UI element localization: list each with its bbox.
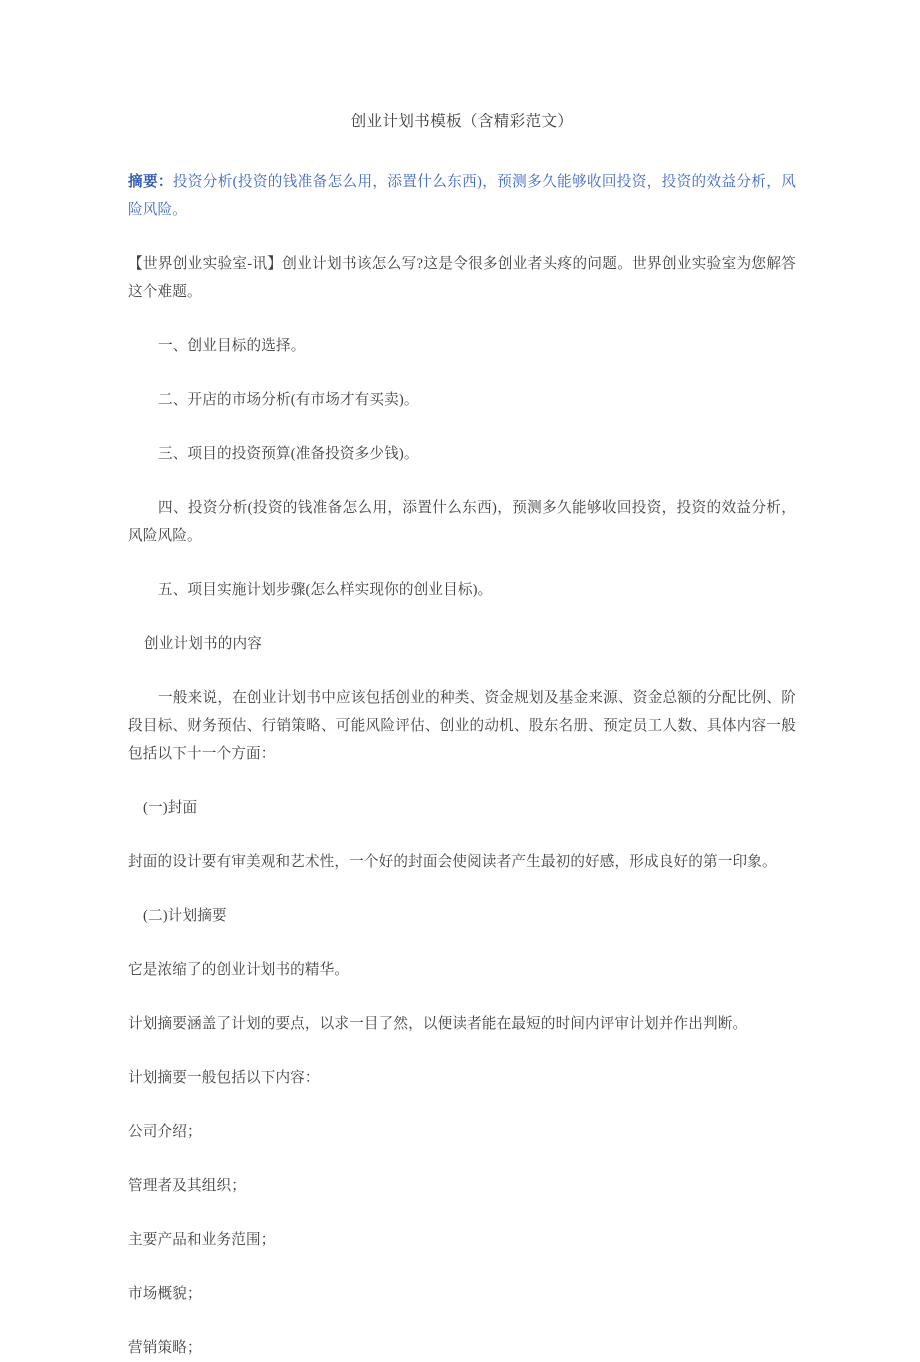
cover-description-paragraph: 封面的设计要有审美观和艺术性，一个好的封面会使阅读者产生最初的好感，形成良好的第一印象。 xyxy=(128,854,777,870)
summary-item-products: 主要产品和业务范围； xyxy=(128,1232,276,1248)
plan-summary-paragraph-1: 它是浓缩了的创业计划书的精华。 xyxy=(128,962,350,978)
summary-item-management: 管理者及其组织； xyxy=(128,1178,246,1194)
abstract-text: 投资分析(投资的钱准备怎么用，添置什么东西)，预测多久能够收回投资，投资的效益分析，风险风险。 xyxy=(128,174,796,218)
plan-summary-paragraph-3: 计划摘要一般包括以下内容： xyxy=(128,1070,320,1086)
page-title: 创业计划书模板（含精彩范文） xyxy=(350,113,574,130)
abstract-label: 摘要： xyxy=(128,174,173,190)
sub-heading-cover: (一)封面 xyxy=(143,800,198,816)
numbered-item-3: 三、项目的投资预算(准备投资多少钱)。 xyxy=(158,446,419,462)
lead-paragraph: 【世界创业实验室-讯】创业计划书该怎么写?这是令很多创业者头疼的问题。世界创业实验室为您解答这个难题。 xyxy=(128,256,796,300)
summary-item-marketing-strategy: 营销策略； xyxy=(128,1340,202,1356)
plan-summary-paragraph-2: 计划摘要涵盖了计划的要点，以求一目了然，以便读者能在最短的时间内评审计划并作出判断。 xyxy=(128,1016,748,1032)
document-body xyxy=(128,0,796,1362)
sub-heading-plan-summary: (二)计划摘要 xyxy=(143,908,227,924)
abstract-paragraph xyxy=(128,168,796,224)
numbered-item-1: 一、创业目标的选择。 xyxy=(158,338,306,354)
numbered-item-2: 二、开店的市场分析(有市场才有买卖)。 xyxy=(158,392,419,408)
numbered-item-4: 四、投资分析(投资的钱准备怎么用，添置什么东西)，预测多久能够收回投资，投资的效益分析，风险风险。 xyxy=(128,500,796,544)
summary-item-company-intro: 公司介绍； xyxy=(128,1124,202,1140)
section-heading-contents: 创业计划书的内容 xyxy=(144,636,262,652)
numbered-item-5: 五、项目实施计划步骤(怎么样实现你的创业目标)。 xyxy=(158,582,493,598)
summary-item-market: 市场概貌； xyxy=(128,1286,202,1302)
overview-paragraph: 一般来说，在创业计划书中应该包括创业的种类、资金规划及基金来源、资金总额的分配比例、阶段目标、财务预估、行销策略、可能风险评估、创业的动机、股东名册、预定员工人数、具体内容一般包括以下十一个方面： xyxy=(128,690,796,762)
